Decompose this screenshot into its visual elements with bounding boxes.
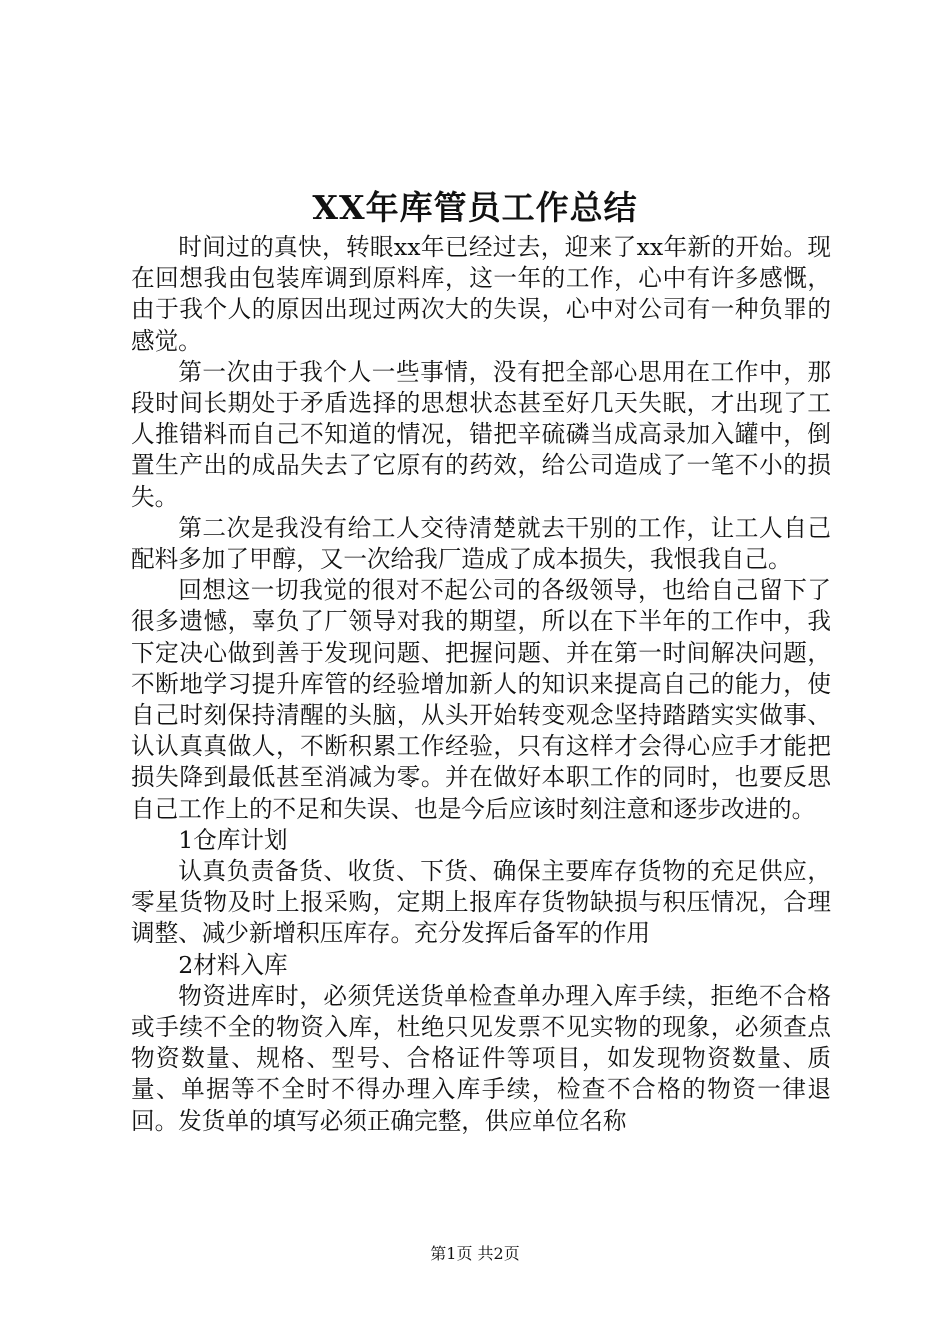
document-title: XX年库管员工作总结 [312,188,638,227]
paragraph: 回想这一切我觉的很对不起公司的各级领导，也给自己留下了很多遗憾，辜负了厂领导对我的期望，所以在下半年的工作中，我下定决心做到善于发现问题、把握问题、并在第一时间解决问题，不断地学习提升库管的经验增加新人的知识来提高自己的能力，使自己时刻保持清醒的头脑，从头开始转变观念坚持踏踏实实做事、认认真真做人，不断积累工作经验，只有这样才会得心应手才能把损失降到最低甚至消减为零。并在做好本职工作的同时，也要反思自己工作上的不足和失误、也是今后应该时刻注意和逐步改进的。 [131,576,831,823]
document-body [131,232,831,1137]
paragraph: 认真负责备货、收货、下货、确保主要库存货物的充足供应，零星货物及时上报采购，定期上报库存货物缺损与积压情况，合理调整、减少新增积压库存。充分发挥后备军的作用 [131,857,831,948]
paragraph: 第一次由于我个人一些事情，没有把全部心思用在工作中，那段时间长期处于矛盾选择的思想状态甚至好几天失眠，才出现了工人推错料而自己不知道的情况，错把辛硫磷当成高录加入罐中，倒置生产出的成品失去了它原有的药效，给公司造成了一笔不小的损失。 [131,357,831,511]
paragraph: 时间过的真快，转眼xx年已经过去，迎来了xx年新的开始。现在回想我由包装库调到原料库，这一年的工作，心中有许多感慨，由于我个人的原因出现过两次大的失误，心中对公司有一种负罪的感觉。 [131,233,831,355]
paragraph: 物资进库时，必须凭送货单检查单办理入库手续，拒绝不合格或手续不全的物资入库，杜绝只见发票不见实物的现象，必须查点物资数量、规格、型号、合格证件等项目，如发现物资数量、质量、单据等不全时不得办理入库手续，检查不合格的物资一律退回。发货单的填写必须正确完整，供应单位名称 [131,981,831,1135]
section-heading-warehouse-plan: 1仓库计划 [178,825,288,854]
paragraph: 第二次是我没有给工人交待清楚就去干别的工作，让工人自己配料多加了甲醇，又一次给我厂造成了成本损失，我恨我自己。 [131,513,831,574]
section-heading-material-inbound: 2材料入库 [178,950,288,979]
page-number-footer: 第1页 共2页 [430,1244,520,1263]
